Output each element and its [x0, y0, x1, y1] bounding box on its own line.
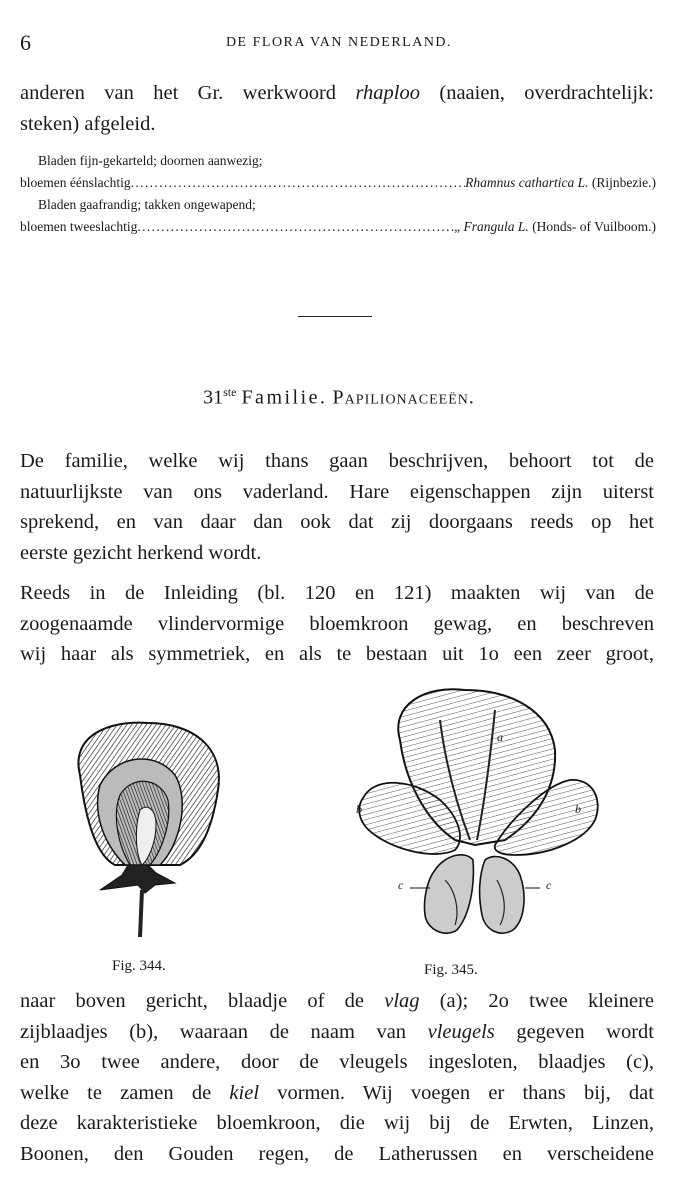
key-entry-2-line-1: Bladen gaafrandig; takken ongewapend;: [38, 197, 256, 212]
species-name: Frangula L.: [463, 219, 529, 234]
common-name: (Honds- of Vuilboom.): [532, 219, 656, 234]
paragraph-2: Reeds in de Inleiding (bl. 120 en 121) maakten wij van de zoogenaamde vlindervormige bloemkroon gewag, en beschreven wij haar als symmetriek, en als te bestaan uit 1o een zeer groot,: [20, 582, 654, 665]
greek-word: rhaploo: [355, 82, 420, 104]
para3-line-1: naar boven gericht, blaadje of de vlag (a); 2o twee kleinere: [20, 990, 654, 1012]
figure-344-caption: Fig. 344.: [112, 958, 166, 974]
common-name: (Rijnbezie.): [591, 175, 656, 190]
running-title: DE FLORA VAN NEDERLAND.: [225, 35, 453, 50]
key-entry-1-line-1: Bladen fijn-gekarteld; doornen aanwezig;: [38, 153, 263, 168]
paragraph-3: [20, 986, 654, 1169]
section-divider: [298, 316, 372, 317]
key-entry-2-line-2: bloemen tweeslachtig . . . „ Frangula L. (Honds- of Vuilboom.): [20, 216, 656, 238]
species-key: [20, 150, 656, 238]
para3-line-6: Boonen, den Gouden regen, de Latherussen en verscheidene: [20, 1142, 654, 1165]
family-name: Papilionaceeën.: [332, 386, 475, 409]
intro-paragraph: [20, 78, 654, 139]
ditto-mark: „: [454, 219, 461, 234]
key-entry-1-line-2: bloemen éénslachtig . . . Rhamnus cathartica L. (Rijnbezie.): [20, 172, 656, 194]
species-name: Rhamnus cathartica L.: [465, 175, 589, 190]
label-a: a: [497, 730, 503, 744]
para3-line-5: deze karakteristieke bloemkroon, die wij bij de Erwten, Linzen,: [20, 1112, 654, 1134]
label-c-left: c: [398, 878, 404, 892]
figure-345-dissected-flower: [345, 680, 605, 942]
intro-line-2: steken) afgeleid.: [20, 112, 156, 135]
label-b-left: b: [356, 802, 362, 816]
leader-dots: [131, 172, 466, 194]
label-c-right: c: [546, 878, 552, 892]
page-number: 6: [20, 30, 31, 55]
figure-345-caption: Fig. 345.: [424, 962, 478, 978]
family-heading: 31ste Familie. Papilionaceeën.: [203, 385, 475, 409]
para3-line-2: zijblaadjes (b), waaraan de naam van vleugels gegeven wordt: [20, 1020, 654, 1043]
leader-dots: [137, 216, 454, 238]
para3-line-4: welke te zamen de kiel vormen. Wij voegen er thans bij, dat: [20, 1081, 654, 1104]
label-b-right: b: [575, 802, 581, 816]
paragraph-1: De familie, welke wij thans gaan beschrijven, behoort tot de natuurlijkste van ons vaderland. Hare eigenschappen zijn uiterst sprekend, en van daar dan ook dat zij doorgaans reeds op het eerste gezicht herkend wordt.: [20, 450, 654, 564]
para3-line-3: en 3o twee andere, door de vleugels ingesloten, blaadjes (c),: [20, 1051, 654, 1073]
figure-344-flower-side-view: [60, 715, 235, 940]
intro-line-1: anderen van het Gr. werkwoord rhaploo (naaien, overdrachtelijk:: [20, 82, 654, 104]
